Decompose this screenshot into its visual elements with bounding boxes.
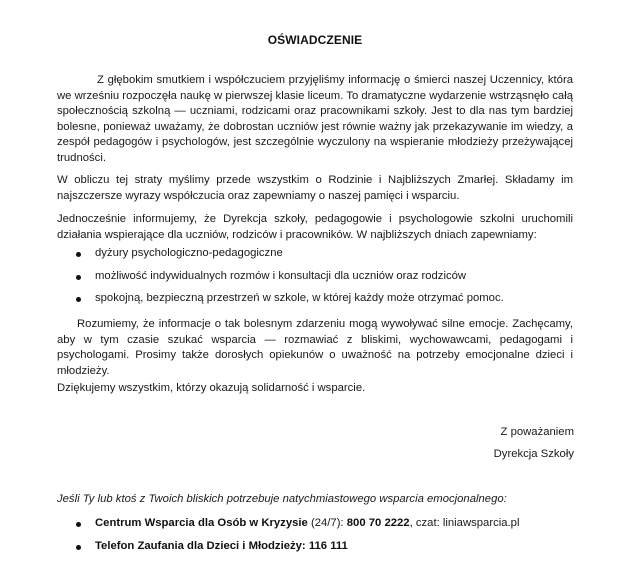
hotline-hours: (24/7): (307, 517, 347, 529)
support-item-text: spokojną, bezpieczną przestrzeń w szkole, w której każdy może otrzymać pomoc. (95, 292, 504, 304)
support-item-text: dyżury psychologiczno-pedagogiczne (95, 247, 283, 259)
support-list-item (57, 291, 573, 314)
hotline-name: Telefon Zaufania dla Dzieci i Młodzieży: 116 111 (95, 539, 348, 552)
hotline-name: Centrum Wsparcia dla Osób w Kryzysie (95, 517, 308, 529)
document-title: OŚWIADCZENIE (267, 33, 363, 47)
support-list-item (57, 269, 573, 292)
bullet-icon (76, 275, 81, 280)
bullet-icon (76, 522, 81, 527)
bullet-icon (76, 545, 81, 550)
paragraph-condolence-intro: Z głębokim smutkiem i współczuciem przyjęliśmy informację o śmierci naszej Uczennicy, która we wrześniu rozpoczęła naukę w pierwszej klasie liceum. To dramatyczne wydarzenie wstrząsnęło całą społecznością szkolną — uczniami, rodzicami oraz pracownikami szkoły. Jest to dla nas tym bardziej bolesne, ponieważ uważamy, że dobrostan uczniów jest równie ważny jak przekazywanie im wiedzy, a zespół pedagogów i psychologów, jest szczególnie wyczulony na wspieranie młodzieży przeżywającej trudności. (57, 74, 573, 164)
closing-text: Z poważaniem (500, 426, 574, 438)
hotline-phone: 800 70 2222 (346, 517, 410, 529)
hotline-chat-link: , czat: liniawsparcia.pl (409, 517, 520, 529)
hotline-list (57, 516, 597, 561)
support-list-item (57, 246, 573, 269)
paragraph-family-condolences: W obliczu tej straty myślimy przede wszystkim o Rodzinie i Najbliższych Zmarłej. Składamy im najszczersze wyrazy współczucia oraz zapewniamy o naszej pamięci i wsparciu. (57, 174, 573, 202)
bullet-icon (76, 252, 81, 257)
paragraph-emotions: Rozumiemy, że informacje o tak bolesnym zdarzeniu mogą wywoływać silne emocje. Zachęcamy, aby w tym czasie szukać wsparcia — rozmawiać z bliskimi, wychowawcami, pedagogami i psychologami. Prosimy także dorosłych opiekunów o uważność na potrzeby emocjonalne dzieci i młodzieży. (57, 318, 573, 377)
support-list (57, 246, 573, 314)
bullet-icon (76, 297, 81, 302)
signature: Dyrekcja Szkoły (493, 448, 574, 460)
help-intro: Jeśli Ty lub ktoś z Twoich bliskich potrzebuje natychmiastowego wsparcia emocjonalnego: (57, 493, 507, 505)
paragraph-thanks: Dziękujemy wszystkim, którzy okazują solidarność i wsparcie. (57, 382, 366, 394)
support-item-text: możliwość indywidualnych rozmów i konsultacji dla uczniów oraz rodziców (95, 269, 467, 282)
hotline-item (57, 539, 597, 562)
paragraph-support-actions: Jednocześnie informujemy, że Dyrekcja szkoły, pedagogowie i psychologowie szkolni uruchomili działania wspierające dla uczniów, rodziców i pracowników. W najbliższych dniach zapewniamy: (57, 213, 573, 241)
hotline-item (57, 516, 597, 539)
